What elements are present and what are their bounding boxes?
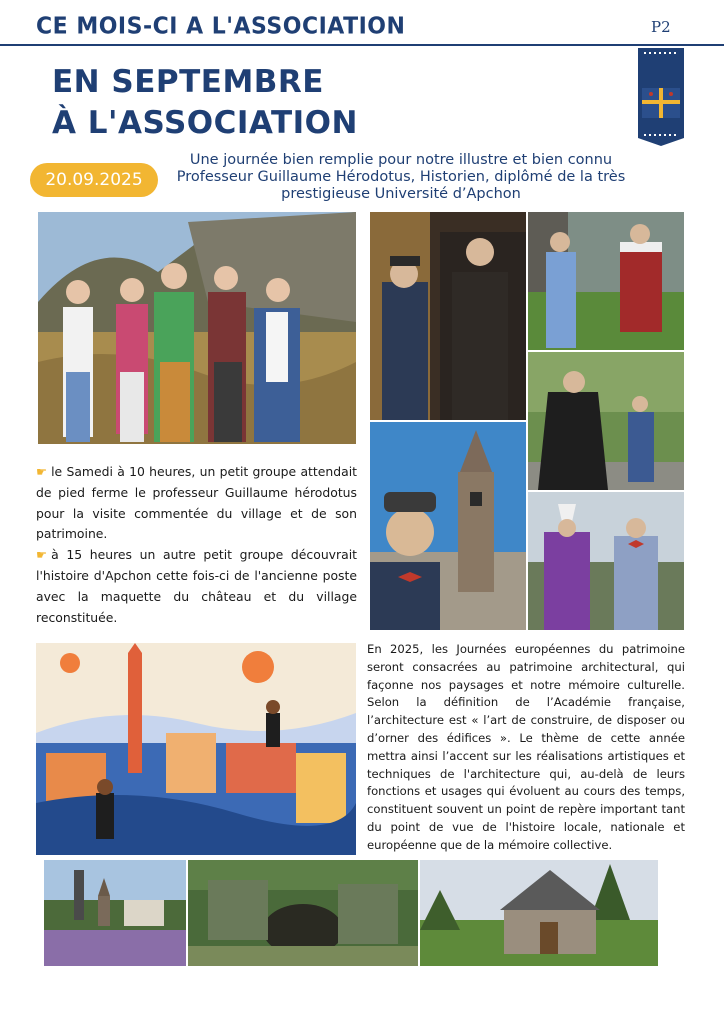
main-title xyxy=(52,62,358,144)
intro-text: Une journée bien remplie pour notre illustre et bien connu Professeur Guillaume Hérodotus, Historien, diplômé de la très prestigieuse Université d’Apchon xyxy=(176,152,626,202)
program-item-2-text: à 15 heures un autre petit groupe découvrait l'histoire d'Apchon cette fois-ci de l'ancienne poste avec la maquette du château et du village reconstituée. xyxy=(36,547,357,625)
church-tower-photo xyxy=(370,422,526,630)
program-item-2 xyxy=(36,545,357,628)
date-badge: 20.09.2025 xyxy=(30,163,158,197)
bishop-photo xyxy=(528,492,684,630)
group-photo xyxy=(38,212,356,444)
program-item-1 xyxy=(36,462,357,545)
patrimoine-text: En 2025, les Journées européennes du patrimoine seront consacrées au patrimoine architectural, qui façonne nos paysages et notre mémoire culturelle. Selon la définition de l’Académie française, l’architecture est « l’art de construire, de disposer ou d’orner des édifices ». Le thème de cette année mettra ainsi l’accent sur les réalisations artistiques et techniques de l'architecture qui, au-delà de leurs fonctions et usages qui évoluent au cours des temps, constituent souvent un point de repère important tant du point de vue de l'histoire locale, nationale et européenne que de la mémoire collective. xyxy=(367,642,685,852)
page-number: P2 xyxy=(651,18,671,36)
program-item-1-text: le Samedi à 10 heures, un petit groupe attendait de pied ferme le professeur Guillaume hérodotus pour la visite commentée du village et de son patrimoine. xyxy=(36,464,357,542)
header-divider xyxy=(0,44,724,46)
main-title-line2: À L'ASSOCIATION xyxy=(52,105,358,141)
cave-photo xyxy=(188,860,418,966)
heritage-illustration xyxy=(36,643,356,855)
stone-house-photo xyxy=(420,860,658,966)
professor-photo-1 xyxy=(370,212,526,420)
pointing-hand-icon: ☛ xyxy=(36,547,48,563)
coat-of-arms-icon xyxy=(638,46,684,146)
costume-photo xyxy=(528,212,684,350)
main-title-line1: EN SEPTEMBRE xyxy=(52,64,324,100)
pointing-hand-icon: ☛ xyxy=(36,464,48,479)
program-text xyxy=(36,462,357,628)
monk-photo xyxy=(528,352,684,490)
header-title: CE MOIS-CI A L'ASSOCIATION xyxy=(36,13,406,40)
village-photo xyxy=(44,860,186,966)
